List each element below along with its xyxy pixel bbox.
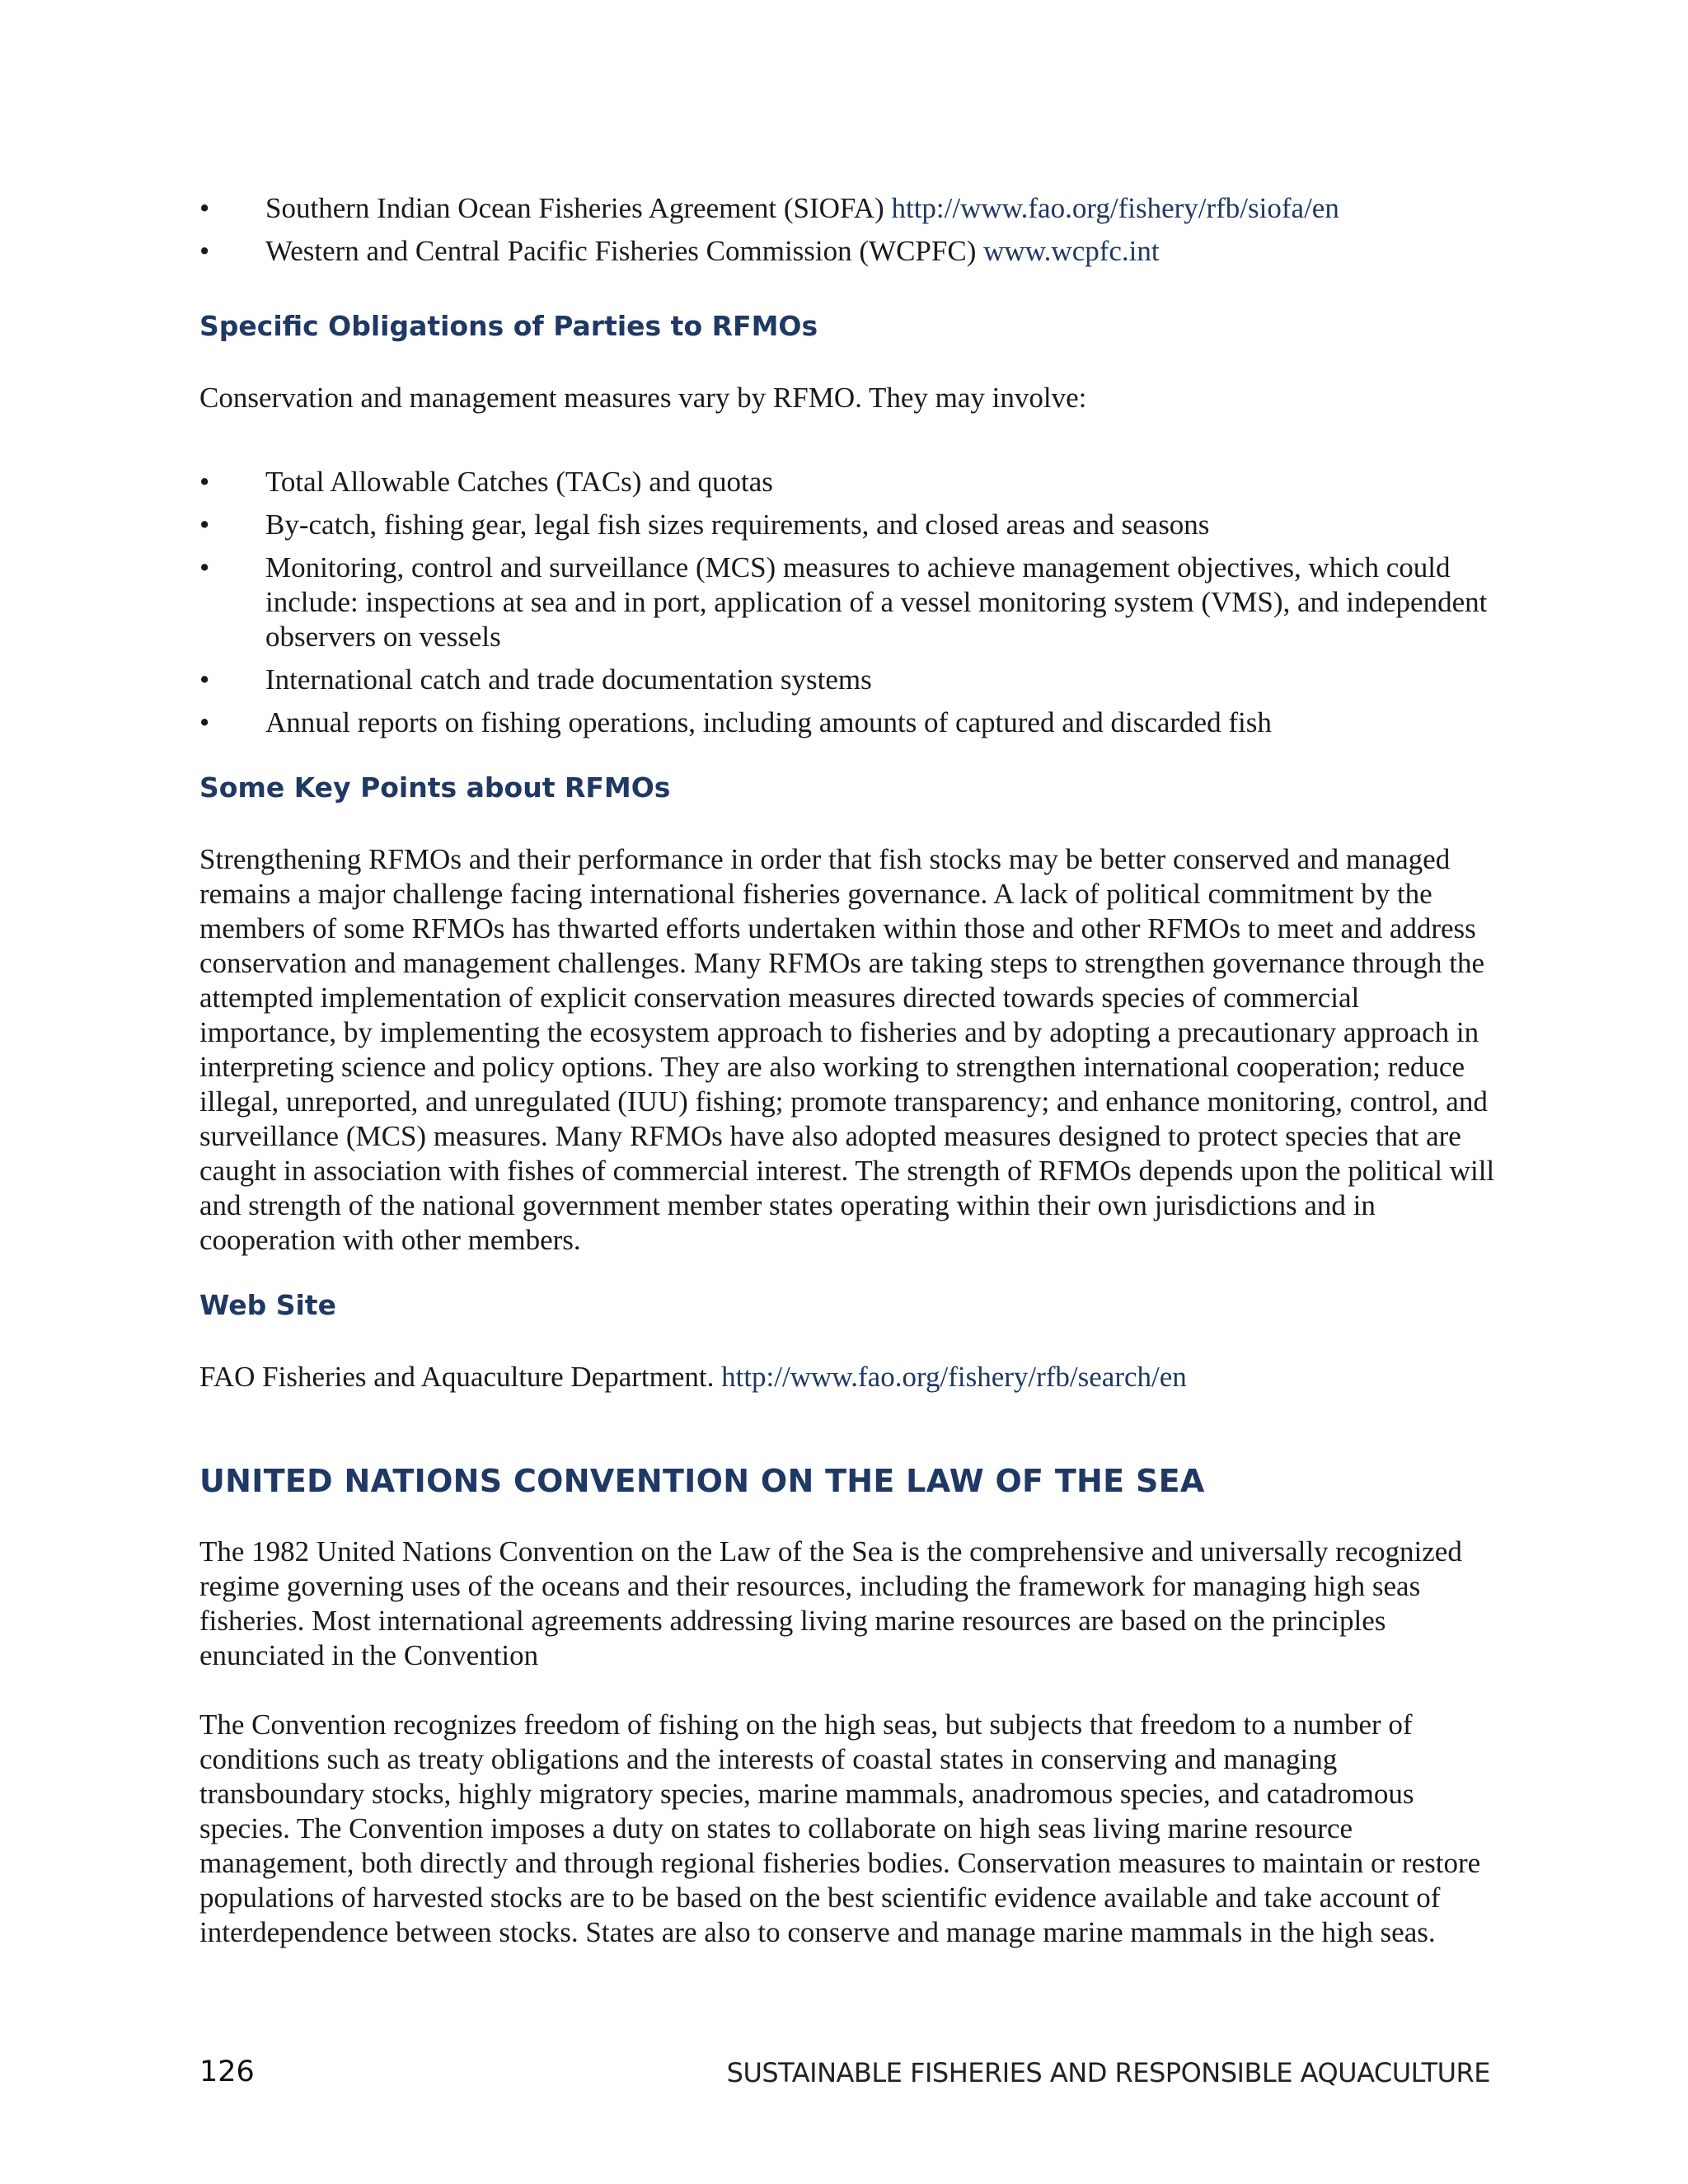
list-item (199, 508, 1502, 542)
obligations-list (199, 465, 1502, 748)
list-item-text: Western and Central Pacific Fisheries Commission (WCPFC) (265, 235, 984, 267)
page-number: 126 (199, 2055, 255, 2088)
bullet-icon: • (199, 192, 210, 224)
list-item (199, 705, 1502, 740)
list-item-text: Southern Indian Ocean Fisheries Agreement (SIOFA) (265, 192, 892, 224)
bullet-icon: • (199, 466, 210, 498)
wcpfc-link[interactable]: www.wcpfc.int (983, 235, 1160, 267)
list-item (199, 234, 1502, 269)
list-item (199, 663, 1502, 697)
key-points-paragraph: Strengthening RFMOs and their performance in order that fish stocks may be better conserved and managed remains a major challenge facing international fisheries governance. A lack of political commitment by the members of some RFMOs has thwarted efforts undertaken within those and other RFMOs to meet and address conservation and management challenges. Many RFMOs are taking steps to strengthen governance through the attempted implementation of explicit conservation measures directed towards species of commercial importance, by implementing the ecosystem approach to fisheries and by adopting a precautionary approach in interpreting science and policy options. They are also working to strengthen international cooperation; reduce illegal, unreported, and unregulated (IUU) fishing; promote transparency; and enhance monitoring, control, and surveillance (MCS) measures. Many RFMOs have also adopted measures designed to protect species that are caught in association with fishes of commercial interest. The strength of RFMOs depends upon the political will and strength of the national government member states operating within their own jurisdictions and in cooperation with other members. (199, 843, 1495, 1256)
list-item (199, 551, 1502, 654)
list-item (199, 191, 1502, 226)
list-item-text: Monitoring, control and surveillance (MCS) measures to achieve management objectives, which could include: inspections at sea and in port, application of a vessel monitoring system (VMS), and independent observers on vessels (265, 551, 1488, 653)
unclos-paragraph-1: The 1982 United Nations Convention on the Law of the Sea is the comprehensive and universally recognized regime governing uses of the oceans and their resources, including the framework for managing high seas fisheries. Most international agreements addressing living marine resources are based on the principles enunciated in the Convention (199, 1535, 1462, 1671)
web-site-label: FAO Fisheries and Aquaculture Department. (199, 1361, 722, 1393)
list-item-text: Annual reports on fishing operations, including amounts of captured and discarded fish (265, 706, 1272, 738)
list-item-text: International catch and trade documentation systems (265, 663, 872, 696)
key-points-heading: Some Key Points about RFMOs (199, 771, 671, 804)
web-site-heading: Web Site (199, 1289, 336, 1321)
obligations-intro: Conservation and management measures vary by RFMO. They may involve: (199, 382, 1087, 414)
bullet-icon: • (199, 663, 210, 696)
list-item (199, 465, 1502, 499)
bullet-icon: • (199, 706, 210, 738)
bullet-icon: • (199, 551, 210, 583)
obligations-heading: Specific Obligations of Parties to RFMOs (199, 310, 818, 342)
web-site-text (199, 1360, 1502, 1394)
rfmo-list (199, 191, 1502, 269)
unclos-paragraph-2: The Convention recognizes freedom of fishing on the high seas, but subjects that freedom to a number of conditions such as treaty obligations and the interests of coastal states in conserving and managing transboundary stocks, highly migratory species, marine mammals, anadromous species, and catadromous species. The Convention imposes a duty on states to collaborate on high seas living marine resource management, both directly and through regional fisheries bodies. Conservation measures to maintain or restore populations of harvested stocks are to be based on the best scientific evidence available and take account of interdependence between stocks. States are also to conserve and manage marine mammals in the high seas. (199, 1708, 1481, 1948)
list-item-text: By-catch, fishing gear, legal fish sizes requirements, and closed areas and seasons (265, 509, 1210, 541)
running-title: SUSTAINABLE FISHERIES AND RESPONSIBLE AQUACULTURE (726, 2057, 1490, 2088)
list-item-text: Total Allowable Catches (TACs) and quotas (265, 466, 773, 498)
siofa-link[interactable]: http://www.fao.org/fishery/rfb/siofa/en (891, 192, 1339, 224)
unclos-heading: UNITED NATIONS CONVENTION ON THE LAW OF THE SEA (199, 1463, 1205, 1499)
bullet-icon: • (199, 509, 210, 541)
page-footer (199, 2055, 1490, 2092)
fao-search-link[interactable]: http://www.fao.org/fishery/rfb/search/en (721, 1361, 1187, 1393)
bullet-icon: • (199, 235, 210, 267)
